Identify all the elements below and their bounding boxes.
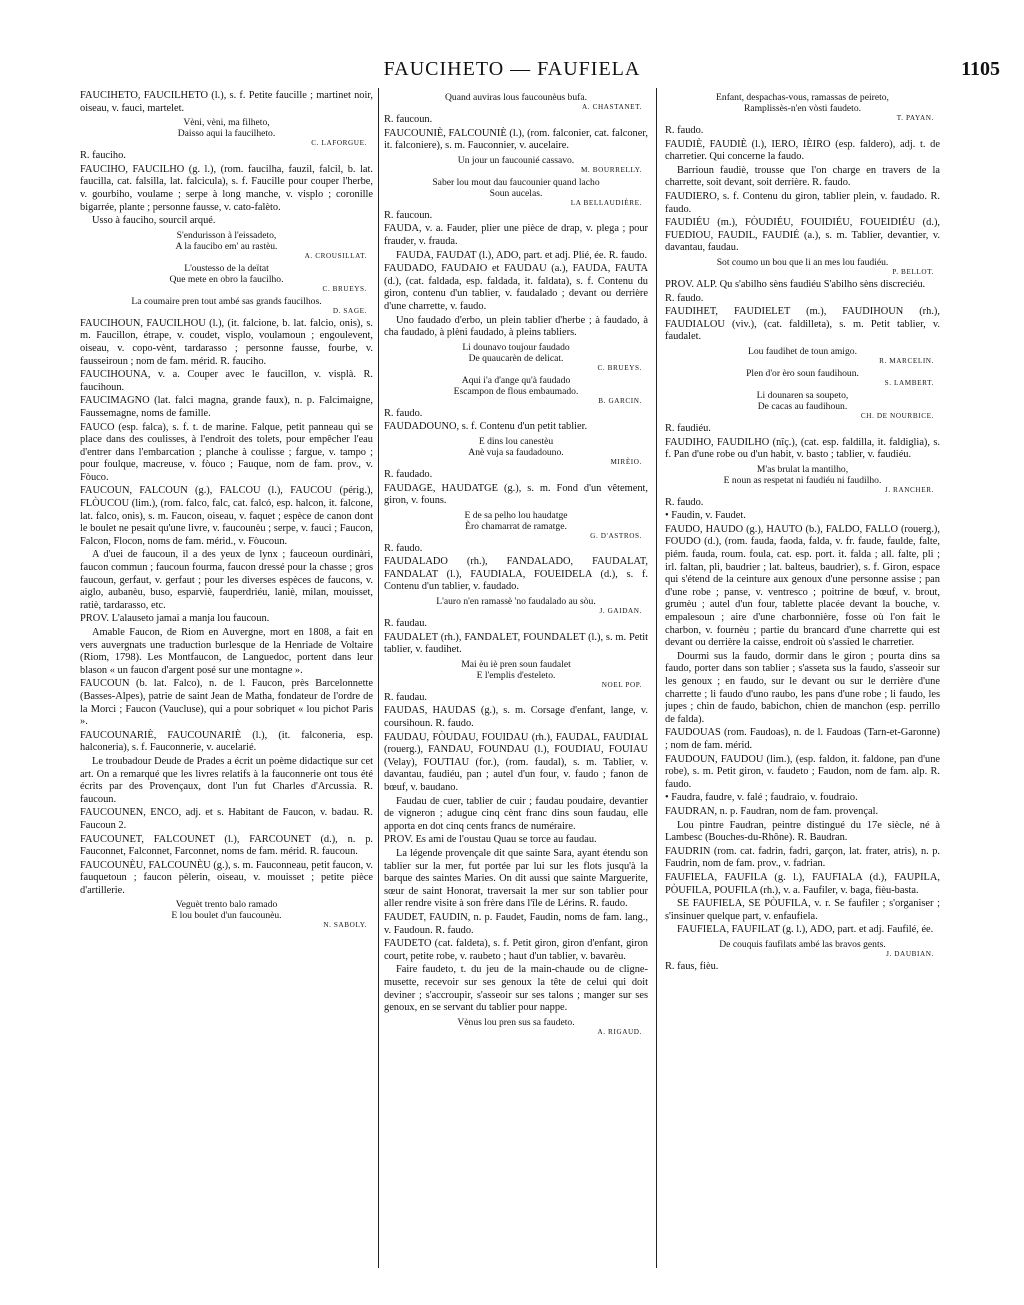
dictionary-entry: R. faudado. [384,468,433,480]
citation-author: LA BELLAUDIÈRE. [570,198,642,207]
citation-author: C. LAFORGUE. [311,139,367,148]
dictionary-entry: FAUDOUAS (rom. Faudoas), n. de l. Faudoas (Tarn-et-Garonne) ; nom de fam. mérid. [665,727,940,751]
dictionary-entry: A d'uei de faucoun, il a des yeux de lynx ; fauceoun ourdinàri, faucon commun ; faucoun fourma, faucon dressé pour la chasse ; gros faucoun, gerfaut, v. gerfaut ; pour les diverses espèces de faucons, v. aiglo, aubanèu, buso, esparviè, fauperdriéu, laniè, milan, mouisset, ratiè, tardarasso, etc. [80,549,373,611]
dictionary-entry: R. faudau. [384,618,427,630]
dictionary-entry: FAUDA, FAUDAT (l.), ADO, part. et adj. Plié, ée. R. faudo. [396,249,648,261]
citation-quote: Aqui i'a d'ange qu'à faudado Escampon de flous embaumado. [453,374,579,397]
dictionary-entry: R. fauciho. [80,150,126,162]
dictionary-entry: FAUCOUNARIÈ, FAUCOUNARIÈ (l.), (it. falconeria, esp. halconeria), s. f. Fauconnerie, v. aucelarié. [80,729,373,754]
dictionary-entry: FAUCOUNÈU, FALCOUNÈU (g.), s. m. Fauconneau, petit faucon, v. fauquetoun ; faucon pèlerin, oiseau, v. mouisset ; petite pièce d'artillerie. [80,859,373,896]
dictionary-entry: FAUCOUNEN, ENCO, adj. et s. Habitant de Faucon, v. badau. R. Faucoun 2. [80,807,373,831]
dictionary-entry: FAUDIÈ, FAUDIÈ (l.), IERO, IÈIRO (esp. faldero), adj. t. de charretier. Qui concerne la faudo. [665,138,940,163]
dictionary-entry: FAUCOUNET, FALCOUNET (l.), FARCOUNET (d.), n. p. Fauconnet, Falconnet, Farconnet, noms de fam. mérid. R. faucoun. [80,833,373,858]
dictionary-entry: FAUFIELA, FAUFILA (g. l.), FAUFIALA (d.), FAUPILA, PÒUFILA, POUFILA (rh.), v. a. Faufiler, v. baga, fièu-basta. [665,871,940,896]
citation-author: NOEL POP. [601,680,642,689]
citation-quote: L'auro n'en ramassè 'no faudalado au sòu. [436,596,596,608]
citation-quote: M'as brulat la mantilho, E noun as respetat ni faudiéu ni faudilho. [723,463,882,486]
citation-quote: Enfant, despachas-vous, ramassas de peireto, Ramplissès-n'en vòsti faudeto. [716,92,889,114]
dictionary-entry: FAUCIHOUNA, v. a. Couper avec le faucillon, v. visplà. R. faucihoun. [80,369,373,393]
dictionary-entry: Lou pintre Faudran, peintre distingué du 17e siècle, né à Lambesc (Bouches-du-Rhône). R. Baudran. [665,819,940,844]
citation-author: J. GAIDAN. [599,607,642,616]
citation-author: D. SAGE. [332,306,367,315]
dictionary-entry: R. faudau. [384,691,427,703]
citation-author: J. RANCHER. [884,485,934,494]
dictionary-entry: FAUCIHO, FAUCILHO (g. l.), (rom. faucilha, fauzil, falcil, b. lat. faucilla, cat. falsilla, lat. falcicula), s. f. Faucille pour couper l'herbe, v. gourbiho, voulame ; serpe à long manche, v. visplo ; coronille bigarrée, plante ; personne fausse, v. cato-falèto. [80,163,373,213]
citation-author: S. LAMBERT. [884,378,934,387]
dictionary-entry: SE FAUFIELA, SE PÒUFILA, v. r. Se faufiler ; s'organiser ; s'insinuer quelque part, v. enfaufiela. [665,898,940,922]
page-header [0,56,1024,86]
dictionary-entry: FAUDAS, HAUDAS (g.), s. m. Corsage d'enfant, lange, v. coursihoun. R. faudo. [384,705,648,730]
dictionary-entry: R. faudo. [665,496,704,508]
dictionary-entry: FAUDIÉU (m.), FÒUDIÉU, FOUIDIÉU, FOUEIDIÉU (d.), FUEDIOU, FAUDIL, FAUDIÉ (a.), s. m. Tablier, devantier, v. davantau, faudau. [665,217,940,254]
column-divider [656,88,657,1268]
dictionary-entry: FAUDRIN (rom. cat. fadrin, fadri, garçon, lat. frater, atris), n. p. Faudrin, nom de fam. prov., v. fadrian. [665,845,940,870]
dictionary-entry: PROV. L'alauseto jamai a manja lou faucoun. [80,613,270,625]
citation-quote: La coumaire pren tout ambé sas grands faucilhos. [131,295,322,307]
dictionary-entry: Dourmi sus la faudo, dormir dans le giron ; pourta dins sa faudo, porter dans son tablier ; s'asseta sus la faudo, s'asseoir sur les genoux ; en faudo, sur le devant ou sur le derrière d'une charrette ; li faudo d'uno raubo, les pans d'une robe ; li faudo, les jupes ; chin de faudo, babichon, chien de manchon (esp. perrillo de falda). [665,650,940,725]
citation-quote: Un jour un faucounié cassavo. [457,154,575,166]
dictionary-entry: FAUCIHETO, FAUCILHETO (l.), s. f. Petite faucille ; martinet noir, oiseau, v. fauci, martelet. [80,90,373,114]
citation-quote: S'endurisson à l'eissadeto, A la faucibo em' au rastèu. [175,229,278,252]
dictionary-entry: FAUDO, HAUDO (g.), HAUTO (b.), FALDO, FALLO (rouerg.), FOUDO (d.), (rom. fauda, faoda, falda, v. fr. faude, faulde, falte, piém. fauda, roum. foula, cat. esp. port. it. falda ; all. falte, pli ; irl. faltan, pli, baudrier ; lat. balteus, baudrier), s. f. Giron, espace qui s'étend de la ceinture aux genoux d'une personne assise ; pan d'une robe ; panse, v. ventresco ; poitrine de bœuf, v. brout, grumèu ; autel d'un four, tablette placée devant la bouche, v. empalesoun ; aire d'une charbonnière, fosse où l'on fait le charbon, v. fournèu ; partie du brancard d'une charrette qui est devant ou derrière la caisse, endroit où s'assied le charretier. [665,523,940,649]
dictionary-entry: FAUCO (esp. falca), s. f. t. de marine. Falque, petit panneau qui se place dans des coulisses, à l'endroit des tolets, pour empêcher l'eau d'entrer dans l'embarcation ; planche à coulisse ; fargue, v. tampo ; pour foulque, macreuse, v. fòuco ; Fauque, nom de fam. prov., v. Fòuco. [80,421,373,483]
dictionary-entry: R. faucoun. [384,114,433,125]
dictionary-entry: Amable Faucon, de Riom en Auvergne, mort en 1808, a fait en vers auvergnats une traduction burlesque de la Henriade de Voltaire (Riom, 1798). Les Montfaucon, de Languedoc, portent dans leur blason « un faucon d'argent posé sur une montagne ». [80,627,373,676]
dictionary-entry: FAUDIHET, FAUDIELET (m.), FAUDIHOUN (rh.), FAUDIALOU (viv.), (cat. faldilleta), s. m. Petit tablier, v. faudalet. [665,306,940,343]
citation-author: A. CROUSILLAT. [304,251,367,260]
citation-quote: Sot coumo un bou que li an mes lou faudiéu. [716,256,889,268]
dictionary-entry: R. faudiéu. [665,422,711,434]
dictionary-entry: Faudau de cuer, tablier de cuir ; faudau poudaire, devantier de vigneron ; adugue cinq cènt franc dins soun faudau, elle apporta en dot cinq cents francs de numéraire. [384,795,648,832]
citation-quote: Plen d'or èro soun faudihoun. [746,367,859,379]
dictionary-entry: FAUDOUN, FAUDOU (lim.), (esp. faldon, it. faldone, pan d'une robe), s. m. Petit giron, v. faudeto ; Faudon, nom de fam. alp. R. faudo. [665,753,940,790]
citation-quote: Li dounavo toujour faudado De quaucarèn de delicat. [462,341,570,364]
citation-author: M. BOURRELLY. [580,165,642,174]
dictionary-entry: FAUCOUNIÈ, FALCOUNIÈ (l.), (rom. falconier, cat. falconer, it. falconiere), s. m. Fauconnier, v. aucelaire. [384,127,648,152]
dictionary-entry: FAUDRAN, n. p. Faudran, nom de fam. provençal. [665,805,879,817]
citation-author: J. DAUBIAN. [886,949,934,958]
dictionary-entry: FAUCOUN, FALCOUN (g.), FALCOU (l.), FAUCOU (périg.), FLÒUCOU (lim.), (rom. falco, falc, cat. falcó, esp. halcon, it. falcone, lat. falco, onis), s. m. Faucon, oiseau, v. faquet ; espèce de canon dont le boulet ne pesait qu'une livre, v. faucounèu ; serpe, v. fauci ; Faucon, Falcon, Flocon, noms de fam. mérid., v. Fòucoun. [80,485,373,547]
dictionary-entry: FAUDADO, FAUDAIO et FAUDAU (a.), FAUDA, FAUTA (d.), (cat. faldada, esp. faldada, it. faldata), s. f. Contenu du giron, contenu d'un tablier, v. faudalado ; devant ou derrière d'une charrette, v. faudo. [384,263,648,312]
dictionary-entry: PROV. ALP. Qu s'abilho sèns faudiéu S'abilho sèns discreciéu. [665,278,926,290]
column-left [80,90,373,1295]
dictionary-entry: Uno faudado d'erbo, un plein tablier d'herbe ; à faudado, à cha faudado, à plèni faudado, à pleins tabliers. [384,314,648,339]
citation-author: MIRÈIO. [610,457,642,466]
dictionary-entry: Faire faudeto, t. du jeu de la main-chaude ou de cligne-musette, recevoir sur ses genoux la tête de celui qui doit deviner ; s'accroupir, s'asseoir sur ses talons ; manger sur ses genoux, en se servant du tablier pour nappe. [384,964,648,1014]
citation-author: C. BRUEYS. [322,284,367,293]
citation-quote: Quand auviras lous faucounèus bufa. [445,92,587,103]
citation-author: T. PAYAN. [896,114,934,122]
dictionary-entry: R. faucoun. [384,209,433,221]
dictionary-entry: La légende provençale dit que sainte Sara, ayant étendu son tablier sur la mer, fut portée par lui sur les flots jusqu'à la barque des saintes Maries. On dit aussi que sainte Marguerite, sœur de saint Honorat, traversait la mer sur son tablier pour aller rendre visite à son frère dans l'île de Lérins. R. faudo. [384,847,648,910]
dictionary-entry: • Faudin, v. Faudet. [665,510,746,522]
citation-quote: L'oustesso de la deïtat Que mete en obro la faucilho. [169,262,284,285]
citation-author: R. MARCELIN. [879,356,934,365]
dictionary-entry: FAUCIMAGNO (lat. falci magna, grande faux), n. p. Falcimaigne, Faussemagne, noms de famille. [80,395,373,419]
citation-quote: E dins lou canestèu Anè vuja sa faudadouno. [468,435,564,458]
citation-author: A. CHASTANET. [582,103,642,111]
citation-author: B. GARCIN. [598,396,642,405]
column-right [665,90,940,1295]
dictionary-entry: FAUFIELA, FAUFILAT (g. l.), ADO, part. et adj. Faufilé, ée. [677,924,934,936]
citation-quote: Mai èu iè pren soun faudalet E l'emplis d'esteleto. [461,658,571,681]
dictionary-entry: FAUCOUN (b. lat. Falco), n. de l. Faucon, près Barcelonnette (Basses-Alpes), patrie de saint Jean de Matha, fondateur de l'ordre de la Morci ; Faucon (Vaucluse), qui a pour sobriquet « lou pichot Paris ». [80,678,373,728]
citation-quote: Vènus lou pren sus sa faudeto. [457,1016,575,1028]
dictionary-entry: FAUDAGE, HAUDATGE (g.), s. m. Fond d'un vêtement, giron, v. founs. [384,482,648,507]
citation-quote: De couquis faufilats ambé las bravos gents. [719,938,886,950]
dictionary-entry: FAUDET, FAUDIN, n. p. Faudet, Faudin, noms de fam. lang., v. Faudoun. R. faudo. [384,911,648,936]
dictionary-entry: FAUCIHOUN, FAUCILHOU (l.), (it. falcione, b. lat. falcio, onis), s. m. Faucillon, étrape, v. coudet, visplo, voulamoun ; engoulevent, oiseau, v. copo-vènt, tardarasso ; personne fausse, fourbe, v. fausseiroun ; nom de fam. mérid. R. fauciho. [80,317,373,367]
dictionary-entry: R. faus, fièu. [665,960,719,972]
dictionary-entry: • Faudra, faudre, v. falé ; faudraio, v. foudraio. [665,792,858,804]
column-middle [384,90,648,1295]
dictionary-entry: R. faudo. [384,542,423,554]
dictionary-entry: FAUDIERO, s. f. Contenu du giron, tablier plein, v. faudado. R. faudo. [665,190,940,215]
citation-author: P. BELLOT. [892,267,934,276]
dictionary-entry: PROV. Es ami de l'oustau Quau se torce au faudau. [384,834,597,846]
dictionary-entry: R. faudo. [384,407,423,419]
dictionary-entry: FAUDADOUNO, s. f. Contenu d'un petit tablier. [384,421,588,433]
dictionary-entry: Usso à fauciho, sourcil arqué. [92,215,216,227]
citation-author: N. SABOLY. [323,921,367,930]
citation-author: CH. DE NOURBICE. [860,411,934,420]
dictionary-entry: FAUDETO (cat. faldeta), s. f. Petit giron, giron d'enfant, giron court, petite robe, v. raubeto ; haut d'un tablier, v. bavarèu. [384,938,648,962]
dictionary-entry: FAUDAU, FÒUDAU, FOUIDAU (rh.), FAUDAL, FAUDIAL (rouerg.), FANDAU, FOUNDAU (l.), FOUDIAU, FOUIAU (Velay), FOUTIAU (for.), (rom. faudal), s. m. Tablier, v. davantau, faudiéu, pan ; autel d'un four, v. faudo ; fanon de bœuf, v. baudano. [384,731,648,793]
dictionary-entry: R. faudo. [665,125,704,136]
page-number: 1105 [961,58,1000,80]
running-head: FAUCIHETO — FAUFIELA [383,58,641,80]
column-divider [378,88,379,1268]
dictionary-entry: FAUDALET (rh.), FANDALET, FOUNDALET (l.), s. m. Petit tablier, v. faudihet. [384,631,648,656]
dictionary-entry: FAUDA, v. a. Fauder, plier une pièce de drap, v. plega ; pour frauder, v. frauda. [384,223,648,247]
dictionary-entry: FAUDALADO (rh.), FANDALADO, FAUDALAT, FANDALAT (l.), FAUDIALA, FOUEIDELA (d.), s. f. Contenu d'un tablier, v. faudado. [384,556,648,593]
citation-quote: Veguèt trento balo ramado E lou boulet d'un faucounèu. [171,899,282,922]
citation-quote: Vèni, vèni, ma filheto, Daisso aqui la faucilheto. [177,117,276,140]
citation-quote: E de sa pelho lou haudatge Èro chamarrat de ramatge. [464,509,568,532]
citation-quote: Li dounaren sa soupeto, De cacas au faudihoun. [756,389,849,412]
dictionary-entry: FAUDIHO, FAUDILHO (nîç.), (cat. esp. faldilla, it. faldiglia), s. f. Pan d'une robe ou d'un habit, v. basto ; tablier, v. faudiéu. [665,436,940,461]
citation-quote: Lou faudihet de toun amigo. [748,345,857,357]
dictionary-entry: Barrioun faudiè, trousse que l'on charge en travers de la charrette, soit devant, soit derrière. R. faudo. [665,164,940,189]
citation-author: G. D'ASTROS. [590,531,642,540]
citation-author: A. RIGAUD. [597,1027,642,1036]
dictionary-entry: Le troubadour Deude de Prades a écrit un poème didactique sur cet art. On a remarqué que les livres relatifs à la fauconnerie ont tous été écrits par des Provençaux, dont l'un fut Charles d'Arcussia. R. faucoun. [80,755,373,805]
citation-author: C. BRUEYS. [597,363,642,372]
dictionary-entry: R. faudo. [665,292,704,304]
citation-quote: Saber lou mout dau faucounier quand lacho Soun aucelas. [432,176,600,199]
